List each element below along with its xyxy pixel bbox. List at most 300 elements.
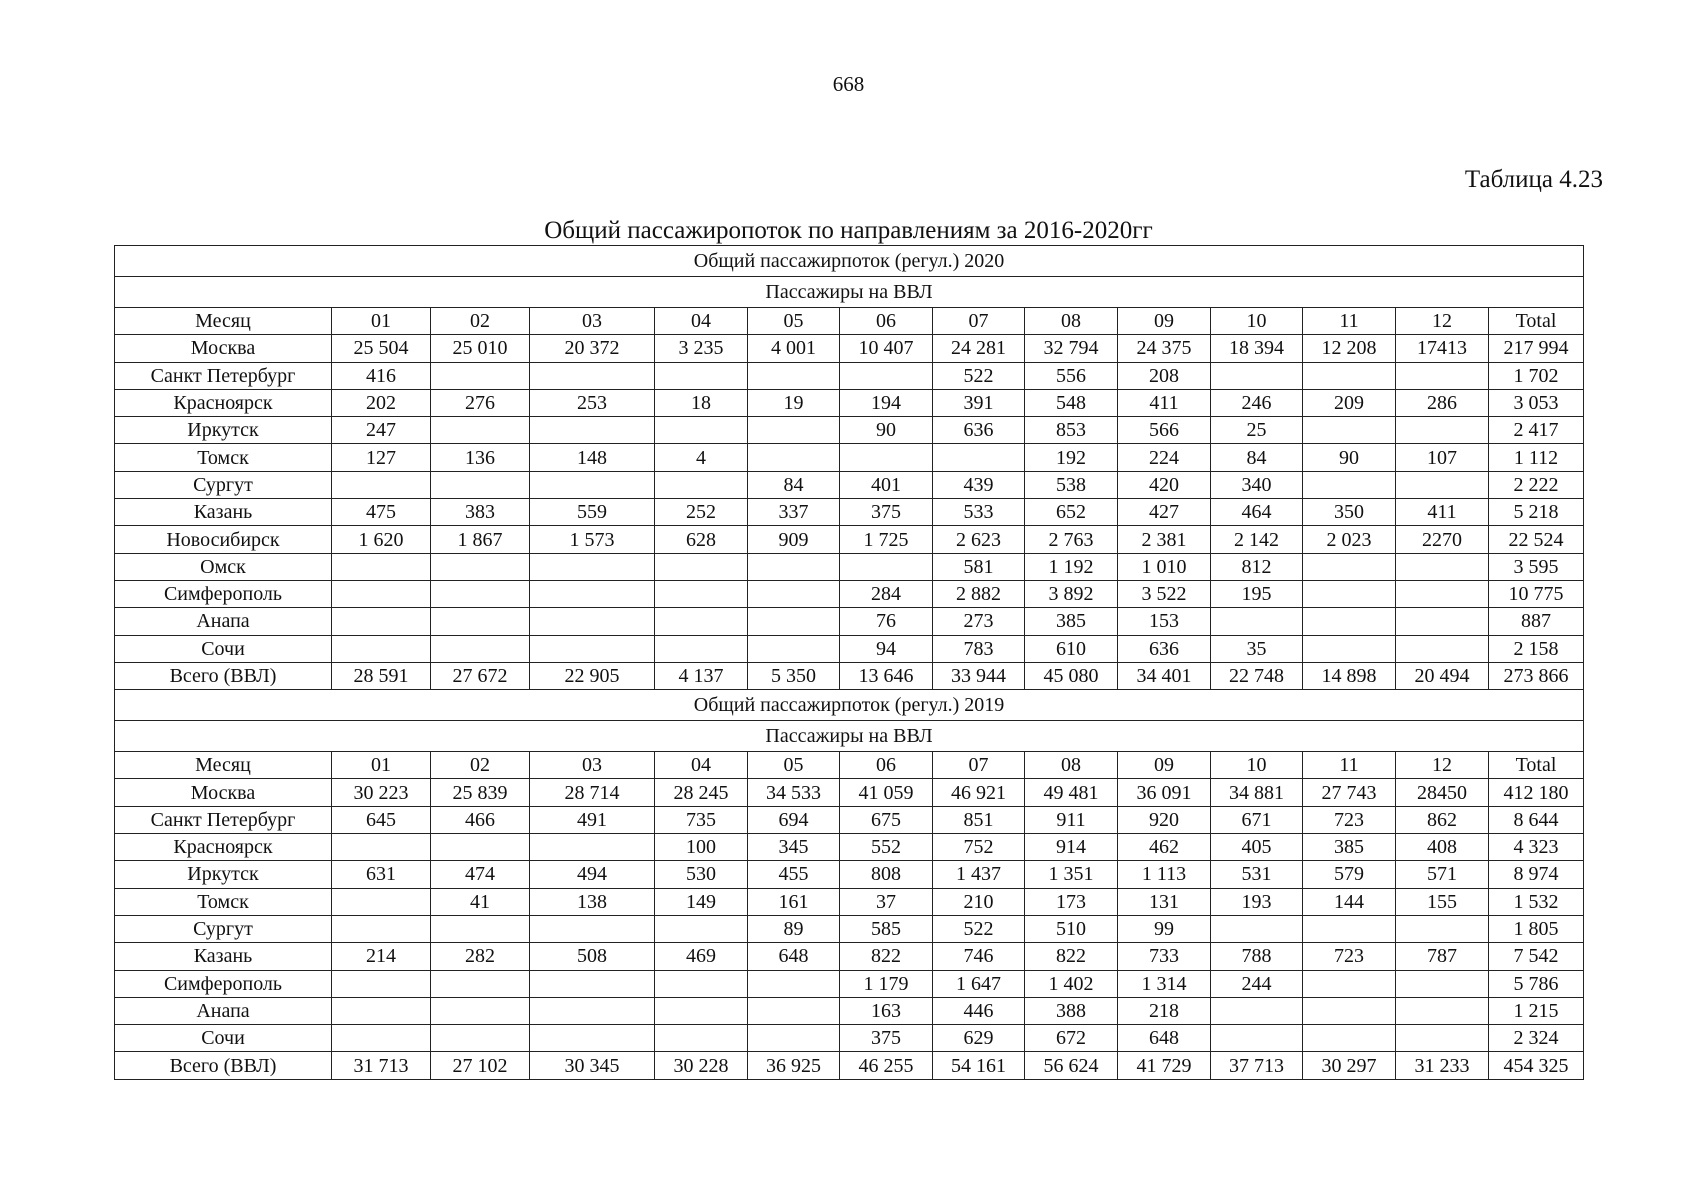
table-cell: 1 351 xyxy=(1025,861,1118,888)
table-cell: 636 xyxy=(1118,635,1211,662)
table-title: Общий пассажиропоток по направлениям за 2016-2020гг xyxy=(544,217,1153,244)
table-cell: 14 898 xyxy=(1303,662,1396,689)
table-cell: 412 180 xyxy=(1489,779,1584,806)
table-cell: 469 xyxy=(655,943,748,970)
column-header: 03 xyxy=(530,308,655,335)
table-cell: 161 xyxy=(748,888,840,915)
table-cell: 3 235 xyxy=(655,335,748,362)
table-cell: 808 xyxy=(840,861,933,888)
column-header: 05 xyxy=(748,308,840,335)
table-row xyxy=(115,806,1584,833)
table-cell: 99 xyxy=(1118,915,1211,942)
table-row xyxy=(115,635,1584,662)
table-cell: 8 644 xyxy=(1489,806,1584,833)
table-cell: 247 xyxy=(332,417,431,444)
table-cell: 25 xyxy=(1211,417,1303,444)
table-cell: 1 702 xyxy=(1489,362,1584,389)
table-cell xyxy=(332,580,431,607)
table-cell: 752 xyxy=(933,834,1025,861)
table-cell: 462 xyxy=(1118,834,1211,861)
table-cell: 252 xyxy=(655,499,748,526)
row-label: Москва xyxy=(115,779,332,806)
table-cell: 4 137 xyxy=(655,662,748,689)
table-cell: 909 xyxy=(748,526,840,553)
table-cell xyxy=(655,915,748,942)
table-cell: 783 xyxy=(933,635,1025,662)
table-row xyxy=(115,608,1584,635)
table-cell: 2 142 xyxy=(1211,526,1303,553)
row-label: Сочи xyxy=(115,635,332,662)
table-cell: 5 350 xyxy=(748,662,840,689)
table-cell: 195 xyxy=(1211,580,1303,607)
table-cell xyxy=(748,444,840,471)
table-cell xyxy=(332,608,431,635)
table-cell xyxy=(1396,1025,1489,1052)
table-cell xyxy=(431,608,530,635)
table-cell xyxy=(530,553,655,580)
table-cell xyxy=(655,553,748,580)
column-header: 07 xyxy=(933,752,1025,779)
table-cell: 391 xyxy=(933,389,1025,416)
table-cell: 224 xyxy=(1118,444,1211,471)
table-cell: 84 xyxy=(748,471,840,498)
column-header: 05 xyxy=(748,752,840,779)
table-cell: 383 xyxy=(431,499,530,526)
table-cell: 18 xyxy=(655,389,748,416)
table-cell xyxy=(530,834,655,861)
table-cell xyxy=(431,362,530,389)
section-subheading: Пассажиры на ВВЛ xyxy=(115,721,1584,752)
table-cell: 10 407 xyxy=(840,335,933,362)
row-label: Казань xyxy=(115,943,332,970)
table-cell: 851 xyxy=(933,806,1025,833)
table-cell: 8 974 xyxy=(1489,861,1584,888)
table-cell: 1 437 xyxy=(933,861,1025,888)
table-cell: 19 xyxy=(748,389,840,416)
table-cell: 508 xyxy=(530,943,655,970)
table-cell: 723 xyxy=(1303,943,1396,970)
table-cell: 454 325 xyxy=(1489,1052,1584,1079)
table-cell: 34 533 xyxy=(748,779,840,806)
row-label: Красноярск xyxy=(115,834,332,861)
table-cell: 571 xyxy=(1396,861,1489,888)
column-header: Месяц xyxy=(115,752,332,779)
table-cell: 37 713 xyxy=(1211,1052,1303,1079)
table-cell xyxy=(530,915,655,942)
section-subheading-row xyxy=(115,721,1584,752)
table-cell: 645 xyxy=(332,806,431,833)
section-heading-row xyxy=(115,246,1584,277)
row-label: Томск xyxy=(115,444,332,471)
table-cell: 812 xyxy=(1211,553,1303,580)
table-cell: 911 xyxy=(1025,806,1118,833)
table-cell xyxy=(1396,553,1489,580)
table-cell: 538 xyxy=(1025,471,1118,498)
table-cell xyxy=(748,417,840,444)
table-row xyxy=(115,499,1584,526)
table-cell: 217 994 xyxy=(1489,335,1584,362)
table-cell xyxy=(1211,608,1303,635)
table-cell: 585 xyxy=(840,915,933,942)
table-cell: 345 xyxy=(748,834,840,861)
table-cell: 787 xyxy=(1396,943,1489,970)
table-cell: 28450 xyxy=(1396,779,1489,806)
table-cell: 46 921 xyxy=(933,779,1025,806)
column-header: 01 xyxy=(332,308,431,335)
table-cell xyxy=(332,471,431,498)
table-cell xyxy=(655,471,748,498)
table-cell: 2 417 xyxy=(1489,417,1584,444)
table-cell: 531 xyxy=(1211,861,1303,888)
table-cell: 34 881 xyxy=(1211,779,1303,806)
table-cell xyxy=(1303,471,1396,498)
table-cell: 1 113 xyxy=(1118,861,1211,888)
row-label: Симферополь xyxy=(115,970,332,997)
column-header: 08 xyxy=(1025,752,1118,779)
table-cell xyxy=(748,580,840,607)
table-cell: 675 xyxy=(840,806,933,833)
row-label: Санкт Петербург xyxy=(115,806,332,833)
table-cell xyxy=(530,997,655,1024)
table-cell xyxy=(748,608,840,635)
table-cell: 405 xyxy=(1211,834,1303,861)
table-cell xyxy=(1303,580,1396,607)
table-cell xyxy=(1303,635,1396,662)
table-cell xyxy=(840,444,933,471)
row-label: Сочи xyxy=(115,1025,332,1052)
table-cell: 214 xyxy=(332,943,431,970)
table-cell: 32 794 xyxy=(1025,335,1118,362)
table-cell xyxy=(655,1025,748,1052)
table-cell xyxy=(530,362,655,389)
table-cell: 35 xyxy=(1211,635,1303,662)
table-cell: 1 179 xyxy=(840,970,933,997)
table-cell: 173 xyxy=(1025,888,1118,915)
table-cell: 694 xyxy=(748,806,840,833)
table-cell xyxy=(748,362,840,389)
table-cell xyxy=(1396,970,1489,997)
table-cell: 385 xyxy=(1025,608,1118,635)
table-cell xyxy=(748,970,840,997)
row-label: Новосибирск xyxy=(115,526,332,553)
table-row xyxy=(115,471,1584,498)
table-row xyxy=(115,389,1584,416)
table-cell: 24 281 xyxy=(933,335,1025,362)
table-cell xyxy=(748,553,840,580)
table-cell: 209 xyxy=(1303,389,1396,416)
column-header: 08 xyxy=(1025,308,1118,335)
table-cell: 672 xyxy=(1025,1025,1118,1052)
table-cell xyxy=(655,997,748,1024)
table-cell xyxy=(431,1025,530,1052)
column-header: 10 xyxy=(1211,308,1303,335)
total-row xyxy=(115,1052,1584,1079)
table-cell: 887 xyxy=(1489,608,1584,635)
table-cell: 494 xyxy=(530,861,655,888)
table-cell: 920 xyxy=(1118,806,1211,833)
table-cell xyxy=(655,580,748,607)
table-cell xyxy=(1396,997,1489,1024)
table-cell: 49 481 xyxy=(1025,779,1118,806)
table-cell: 628 xyxy=(655,526,748,553)
table-cell: 41 729 xyxy=(1118,1052,1211,1079)
table-cell: 2 324 xyxy=(1489,1025,1584,1052)
table-cell: 194 xyxy=(840,389,933,416)
table-cell: 2270 xyxy=(1396,526,1489,553)
table-cell: 30 228 xyxy=(655,1052,748,1079)
table-cell: 2 222 xyxy=(1489,471,1584,498)
table-cell: 375 xyxy=(840,1025,933,1052)
column-header: 11 xyxy=(1303,752,1396,779)
table-cell: 4 xyxy=(655,444,748,471)
table-cell: 1 532 xyxy=(1489,888,1584,915)
row-label: Анапа xyxy=(115,608,332,635)
table-row xyxy=(115,997,1584,1024)
section-subheading-row xyxy=(115,277,1584,308)
column-header-row xyxy=(115,752,1584,779)
column-header: 06 xyxy=(840,308,933,335)
table-cell: 17413 xyxy=(1396,335,1489,362)
column-header: 04 xyxy=(655,752,748,779)
table-cell xyxy=(1303,997,1396,1024)
table-label: Таблица 4.23 xyxy=(1464,166,1603,193)
table-cell: 2 882 xyxy=(933,580,1025,607)
table-cell: 559 xyxy=(530,499,655,526)
table-cell: 276 xyxy=(431,389,530,416)
table-cell xyxy=(431,471,530,498)
table-cell: 208 xyxy=(1118,362,1211,389)
table-row xyxy=(115,335,1584,362)
table-cell: 1 112 xyxy=(1489,444,1584,471)
table-cell: 581 xyxy=(933,553,1025,580)
table-cell xyxy=(655,970,748,997)
table-row xyxy=(115,970,1584,997)
table-cell: 1 867 xyxy=(431,526,530,553)
table-cell xyxy=(332,915,431,942)
table-cell xyxy=(1211,997,1303,1024)
table-cell: 533 xyxy=(933,499,1025,526)
table-cell: 2 023 xyxy=(1303,526,1396,553)
table-cell: 13 646 xyxy=(840,662,933,689)
column-header: 10 xyxy=(1211,752,1303,779)
table-cell xyxy=(1211,362,1303,389)
table-cell: 20 494 xyxy=(1396,662,1489,689)
column-header: Total xyxy=(1489,308,1584,335)
table-cell: 33 944 xyxy=(933,662,1025,689)
table-cell xyxy=(655,362,748,389)
table-cell: 34 401 xyxy=(1118,662,1211,689)
table-cell: 411 xyxy=(1396,499,1489,526)
table-row xyxy=(115,943,1584,970)
table-cell: 822 xyxy=(1025,943,1118,970)
column-header: 02 xyxy=(431,752,530,779)
column-header: 09 xyxy=(1118,308,1211,335)
table-cell xyxy=(431,970,530,997)
table-cell: 45 080 xyxy=(1025,662,1118,689)
table-cell: 733 xyxy=(1118,943,1211,970)
table-cell: 253 xyxy=(530,389,655,416)
table-cell: 282 xyxy=(431,943,530,970)
row-label: Омск xyxy=(115,553,332,580)
table-cell: 12 208 xyxy=(1303,335,1396,362)
table-cell: 629 xyxy=(933,1025,1025,1052)
row-label: Симферополь xyxy=(115,580,332,607)
table-cell: 746 xyxy=(933,943,1025,970)
row-label: Сургут xyxy=(115,915,332,942)
table-cell: 579 xyxy=(1303,861,1396,888)
row-label: Томск xyxy=(115,888,332,915)
column-header: Месяц xyxy=(115,308,332,335)
table-cell: 1 215 xyxy=(1489,997,1584,1024)
table-cell xyxy=(530,608,655,635)
table-cell: 610 xyxy=(1025,635,1118,662)
table-cell: 25 504 xyxy=(332,335,431,362)
table-cell: 7 542 xyxy=(1489,943,1584,970)
column-header: 12 xyxy=(1396,752,1489,779)
table-cell xyxy=(530,970,655,997)
table-cell: 149 xyxy=(655,888,748,915)
table-cell xyxy=(1303,970,1396,997)
table-cell: 5 786 xyxy=(1489,970,1584,997)
table-cell xyxy=(332,888,431,915)
row-label: Казань xyxy=(115,499,332,526)
table-row xyxy=(115,580,1584,607)
table-cell: 522 xyxy=(933,915,1025,942)
table-cell: 94 xyxy=(840,635,933,662)
table-cell: 90 xyxy=(840,417,933,444)
table-row xyxy=(115,888,1584,915)
table-cell: 2 158 xyxy=(1489,635,1584,662)
table-cell xyxy=(1396,417,1489,444)
table-cell: 337 xyxy=(748,499,840,526)
table-cell xyxy=(1396,608,1489,635)
table-cell: 144 xyxy=(1303,888,1396,915)
table-cell: 28 714 xyxy=(530,779,655,806)
table-cell: 548 xyxy=(1025,389,1118,416)
column-header: 01 xyxy=(332,752,431,779)
table-cell: 193 xyxy=(1211,888,1303,915)
column-header: 02 xyxy=(431,308,530,335)
table-cell: 138 xyxy=(530,888,655,915)
table-cell: 46 255 xyxy=(840,1052,933,1079)
table-cell: 522 xyxy=(933,362,1025,389)
column-header: 09 xyxy=(1118,752,1211,779)
table-cell: 36 091 xyxy=(1118,779,1211,806)
table-cell: 89 xyxy=(748,915,840,942)
column-header: 06 xyxy=(840,752,933,779)
table-cell: 41 xyxy=(431,888,530,915)
section-heading: Общий пассажирпоток (регул.) 2019 xyxy=(115,690,1584,721)
table-cell xyxy=(1396,471,1489,498)
table-cell: 24 375 xyxy=(1118,335,1211,362)
table-cell: 1 010 xyxy=(1118,553,1211,580)
table-cell xyxy=(1396,635,1489,662)
table-cell: 31 233 xyxy=(1396,1052,1489,1079)
table-cell xyxy=(332,834,431,861)
table-cell xyxy=(748,997,840,1024)
table-row xyxy=(115,915,1584,942)
table-cell: 30 223 xyxy=(332,779,431,806)
table-cell xyxy=(840,553,933,580)
table-cell: 31 713 xyxy=(332,1052,431,1079)
table-cell: 36 925 xyxy=(748,1052,840,1079)
table-cell: 100 xyxy=(655,834,748,861)
table-cell: 246 xyxy=(1211,389,1303,416)
table-cell: 853 xyxy=(1025,417,1118,444)
table-cell: 3 595 xyxy=(1489,553,1584,580)
table-cell xyxy=(431,915,530,942)
row-label: Иркутск xyxy=(115,417,332,444)
table-cell: 636 xyxy=(933,417,1025,444)
table-cell xyxy=(332,1025,431,1052)
table-cell: 510 xyxy=(1025,915,1118,942)
passenger-flow-table xyxy=(114,245,1584,1080)
table-cell xyxy=(1303,417,1396,444)
table-row xyxy=(115,444,1584,471)
table-cell: 2 381 xyxy=(1118,526,1211,553)
table-cell: 1 805 xyxy=(1489,915,1584,942)
table-cell: 1 192 xyxy=(1025,553,1118,580)
table-cell xyxy=(530,1025,655,1052)
table-cell: 155 xyxy=(1396,888,1489,915)
table-cell xyxy=(431,834,530,861)
table-cell: 4 323 xyxy=(1489,834,1584,861)
table-cell xyxy=(1303,553,1396,580)
table-cell: 455 xyxy=(748,861,840,888)
table-cell: 30 297 xyxy=(1303,1052,1396,1079)
row-label: Анапа xyxy=(115,997,332,1024)
table-cell xyxy=(1396,362,1489,389)
section-heading: Общий пассажирпоток (регул.) 2020 xyxy=(115,246,1584,277)
table-cell xyxy=(530,471,655,498)
table-cell: 210 xyxy=(933,888,1025,915)
table-cell: 862 xyxy=(1396,806,1489,833)
table-cell: 148 xyxy=(530,444,655,471)
table-cell: 648 xyxy=(1118,1025,1211,1052)
table-cell: 76 xyxy=(840,608,933,635)
table-cell xyxy=(933,444,1025,471)
table-cell xyxy=(655,608,748,635)
table-cell: 671 xyxy=(1211,806,1303,833)
table-cell xyxy=(1396,915,1489,942)
table-cell: 5 218 xyxy=(1489,499,1584,526)
page-number: 668 xyxy=(832,72,865,96)
table-cell: 202 xyxy=(332,389,431,416)
table-cell: 284 xyxy=(840,580,933,607)
table-cell: 475 xyxy=(332,499,431,526)
table-cell: 1 314 xyxy=(1118,970,1211,997)
table-cell: 136 xyxy=(431,444,530,471)
table-cell xyxy=(431,997,530,1024)
table-cell: 56 624 xyxy=(1025,1052,1118,1079)
column-header: Total xyxy=(1489,752,1584,779)
table-cell: 1 573 xyxy=(530,526,655,553)
table-cell: 273 xyxy=(933,608,1025,635)
row-label: Иркутск xyxy=(115,861,332,888)
table-cell xyxy=(431,553,530,580)
table-cell: 388 xyxy=(1025,997,1118,1024)
table-cell: 556 xyxy=(1025,362,1118,389)
table-cell: 22 524 xyxy=(1489,526,1584,553)
table-cell xyxy=(748,1025,840,1052)
table-cell: 723 xyxy=(1303,806,1396,833)
table-cell: 3 053 xyxy=(1489,389,1584,416)
table-cell xyxy=(431,580,530,607)
table-row xyxy=(115,362,1584,389)
table-cell: 107 xyxy=(1396,444,1489,471)
table-cell: 20 372 xyxy=(530,335,655,362)
table-cell: 84 xyxy=(1211,444,1303,471)
